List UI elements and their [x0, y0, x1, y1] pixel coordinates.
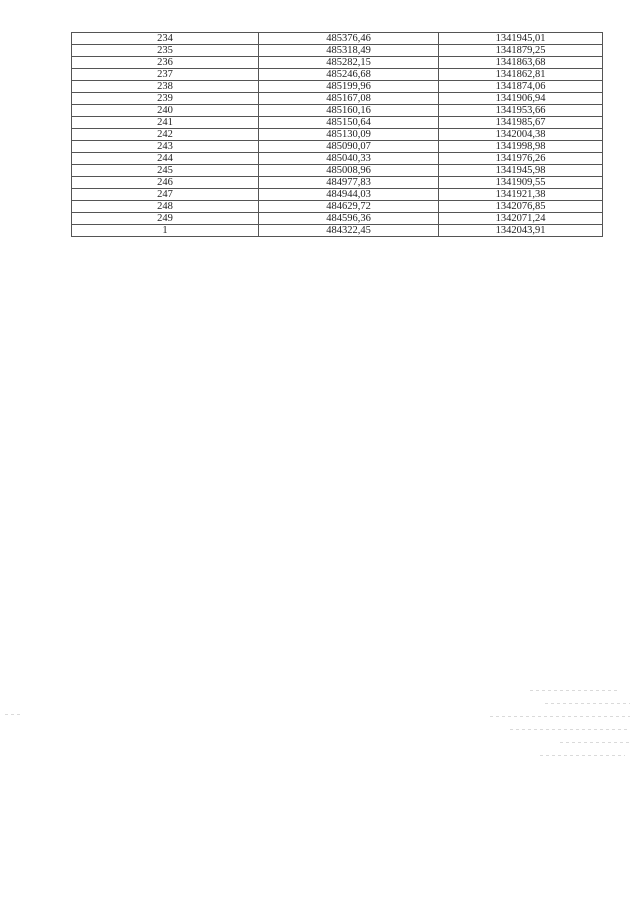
point-number-cell: 1 — [72, 225, 259, 237]
point-number-cell: 237 — [72, 69, 259, 81]
y-coordinate-cell: 1342004,38 — [439, 129, 603, 141]
scan-artifact — [5, 714, 23, 715]
table-row — [72, 45, 603, 57]
table-row — [72, 225, 603, 237]
point-number-cell: 247 — [72, 189, 259, 201]
coordinates-table — [71, 32, 603, 237]
table-row — [72, 177, 603, 189]
x-coordinate-cell: 485246,68 — [259, 69, 439, 81]
table-row — [72, 105, 603, 117]
x-coordinate-cell: 485318,49 — [259, 45, 439, 57]
y-coordinate-cell: 1341863,68 — [439, 57, 603, 69]
point-number-cell: 240 — [72, 105, 259, 117]
scan-artifact — [545, 703, 630, 704]
point-number-cell: 239 — [72, 93, 259, 105]
table-row — [72, 201, 603, 213]
table-row — [72, 129, 603, 141]
y-coordinate-cell: 1341945,98 — [439, 165, 603, 177]
y-coordinate-cell: 1341976,26 — [439, 153, 603, 165]
y-coordinate-cell: 1342076,85 — [439, 201, 603, 213]
point-number-cell: 241 — [72, 117, 259, 129]
x-coordinate-cell: 485040,33 — [259, 153, 439, 165]
table-row — [72, 153, 603, 165]
table-row — [72, 93, 603, 105]
x-coordinate-cell: 485282,15 — [259, 57, 439, 69]
table-row — [72, 141, 603, 153]
y-coordinate-cell: 1342071,24 — [439, 213, 603, 225]
y-coordinate-cell: 1341906,94 — [439, 93, 603, 105]
point-number-cell: 234 — [72, 33, 259, 45]
point-number-cell: 242 — [72, 129, 259, 141]
scan-artifact — [510, 729, 630, 730]
table-row — [72, 117, 603, 129]
x-coordinate-cell: 485160,16 — [259, 105, 439, 117]
x-coordinate-cell: 485167,08 — [259, 93, 439, 105]
x-coordinate-cell: 484322,45 — [259, 225, 439, 237]
table-row — [72, 165, 603, 177]
point-number-cell: 238 — [72, 81, 259, 93]
table-row — [72, 33, 603, 45]
table-row — [72, 189, 603, 201]
y-coordinate-cell: 1341879,25 — [439, 45, 603, 57]
x-coordinate-cell: 485008,96 — [259, 165, 439, 177]
point-number-cell: 236 — [72, 57, 259, 69]
x-coordinate-cell: 485130,09 — [259, 129, 439, 141]
table-row — [72, 213, 603, 225]
scan-artifact — [560, 742, 630, 743]
scan-artifact — [490, 716, 630, 717]
point-number-cell: 249 — [72, 213, 259, 225]
y-coordinate-cell: 1341953,66 — [439, 105, 603, 117]
x-coordinate-cell: 485376,46 — [259, 33, 439, 45]
y-coordinate-cell: 1341862,81 — [439, 69, 603, 81]
x-coordinate-cell: 484629,72 — [259, 201, 439, 213]
y-coordinate-cell: 1341909,55 — [439, 177, 603, 189]
x-coordinate-cell: 484944,03 — [259, 189, 439, 201]
y-coordinate-cell: 1342043,91 — [439, 225, 603, 237]
point-number-cell: 235 — [72, 45, 259, 57]
y-coordinate-cell: 1341921,38 — [439, 189, 603, 201]
point-number-cell: 246 — [72, 177, 259, 189]
y-coordinate-cell: 1341985,67 — [439, 117, 603, 129]
x-coordinate-cell: 485150,64 — [259, 117, 439, 129]
x-coordinate-cell: 484596,36 — [259, 213, 439, 225]
y-coordinate-cell: 1341998,98 — [439, 141, 603, 153]
point-number-cell: 244 — [72, 153, 259, 165]
scan-artifact — [540, 755, 625, 756]
point-number-cell: 248 — [72, 201, 259, 213]
y-coordinate-cell: 1341874,06 — [439, 81, 603, 93]
table-row — [72, 81, 603, 93]
point-number-cell: 243 — [72, 141, 259, 153]
table-row — [72, 57, 603, 69]
coordinates-table-body — [72, 33, 603, 237]
x-coordinate-cell: 484977,83 — [259, 177, 439, 189]
x-coordinate-cell: 485090,07 — [259, 141, 439, 153]
x-coordinate-cell: 485199,96 — [259, 81, 439, 93]
y-coordinate-cell: 1341945,01 — [439, 33, 603, 45]
scan-artifact — [530, 690, 620, 691]
point-number-cell: 245 — [72, 165, 259, 177]
table-row — [72, 69, 603, 81]
